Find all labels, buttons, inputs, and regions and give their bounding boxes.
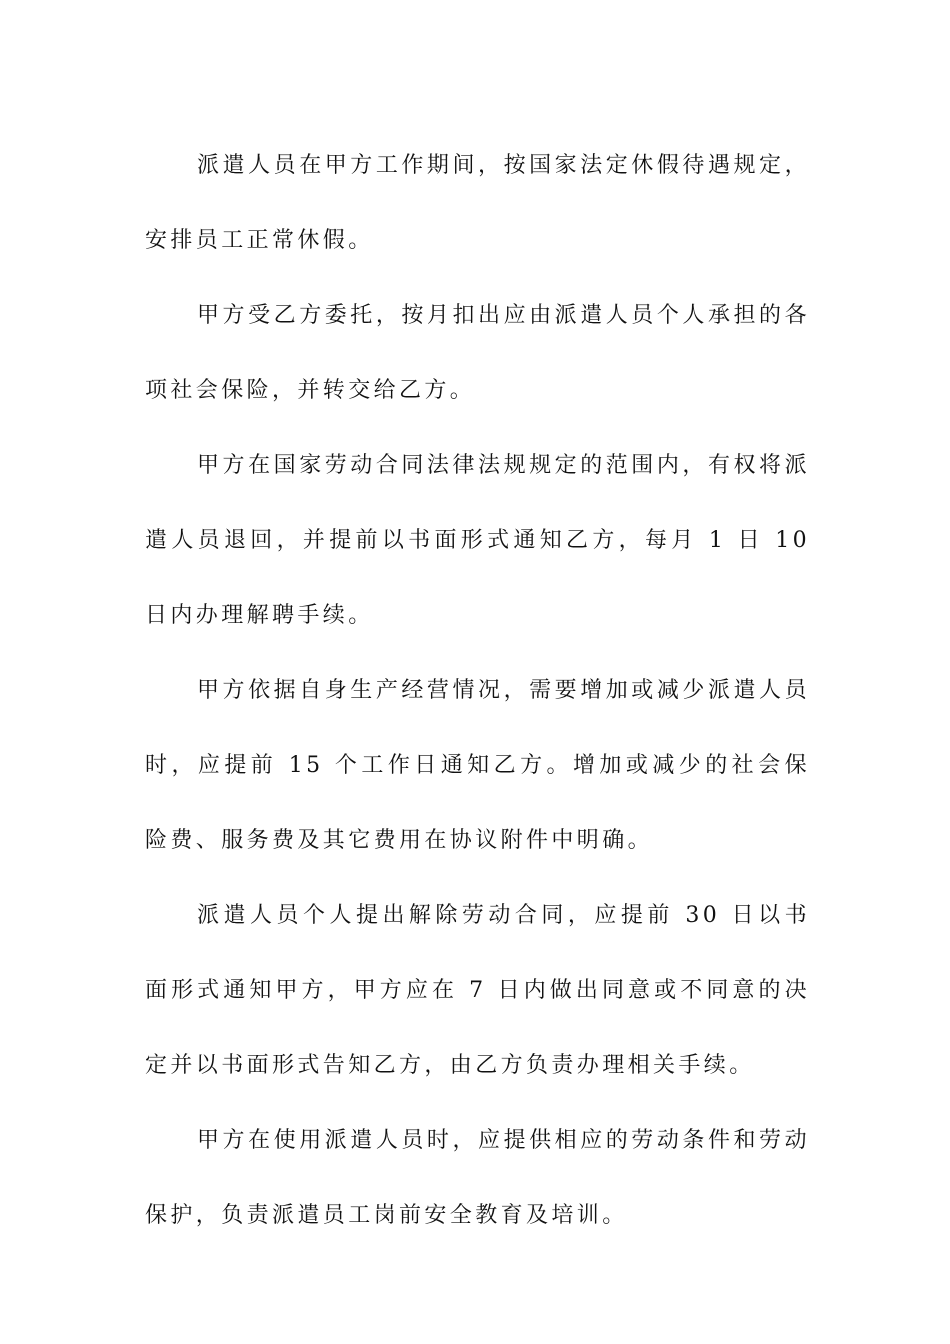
document-body bbox=[145, 128, 810, 1253]
paragraph-5: 派遣人员个人提出解除劳动合同，应提前 30 日以书面形式通知甲方，甲方应在 7 日内做出同意或不同意的决定并以书面形式告知乙方，由乙方负责办理相关手续。 bbox=[145, 903, 810, 1078]
paragraph-6: 甲方在使用派遣人员时，应提供相应的劳动条件和劳动保护，负责派遣员工岗前安全教育及培训。 bbox=[145, 1128, 810, 1228]
paragraph-1: 派遣人员在甲方工作期间，按国家法定休假待遇规定，安排员工正常休假。 bbox=[145, 153, 810, 253]
paragraph-2: 甲方受乙方委托，按月扣出应由派遣人员个人承担的各项社会保险，并转交给乙方。 bbox=[145, 303, 810, 403]
paragraph-3: 甲方在国家劳动合同法律法规规定的范围内，有权将派遣人员退回，并提前以书面形式通知乙方，每月 1 日 10 日内办理解聘手续。 bbox=[145, 453, 810, 628]
paragraph-4: 甲方依据自身生产经营情况，需要增加或减少派遣人员时，应提前 15 个工作日通知乙方。增加或减少的社会保险费、服务费及其它费用在协议附件中明确。 bbox=[145, 678, 810, 853]
